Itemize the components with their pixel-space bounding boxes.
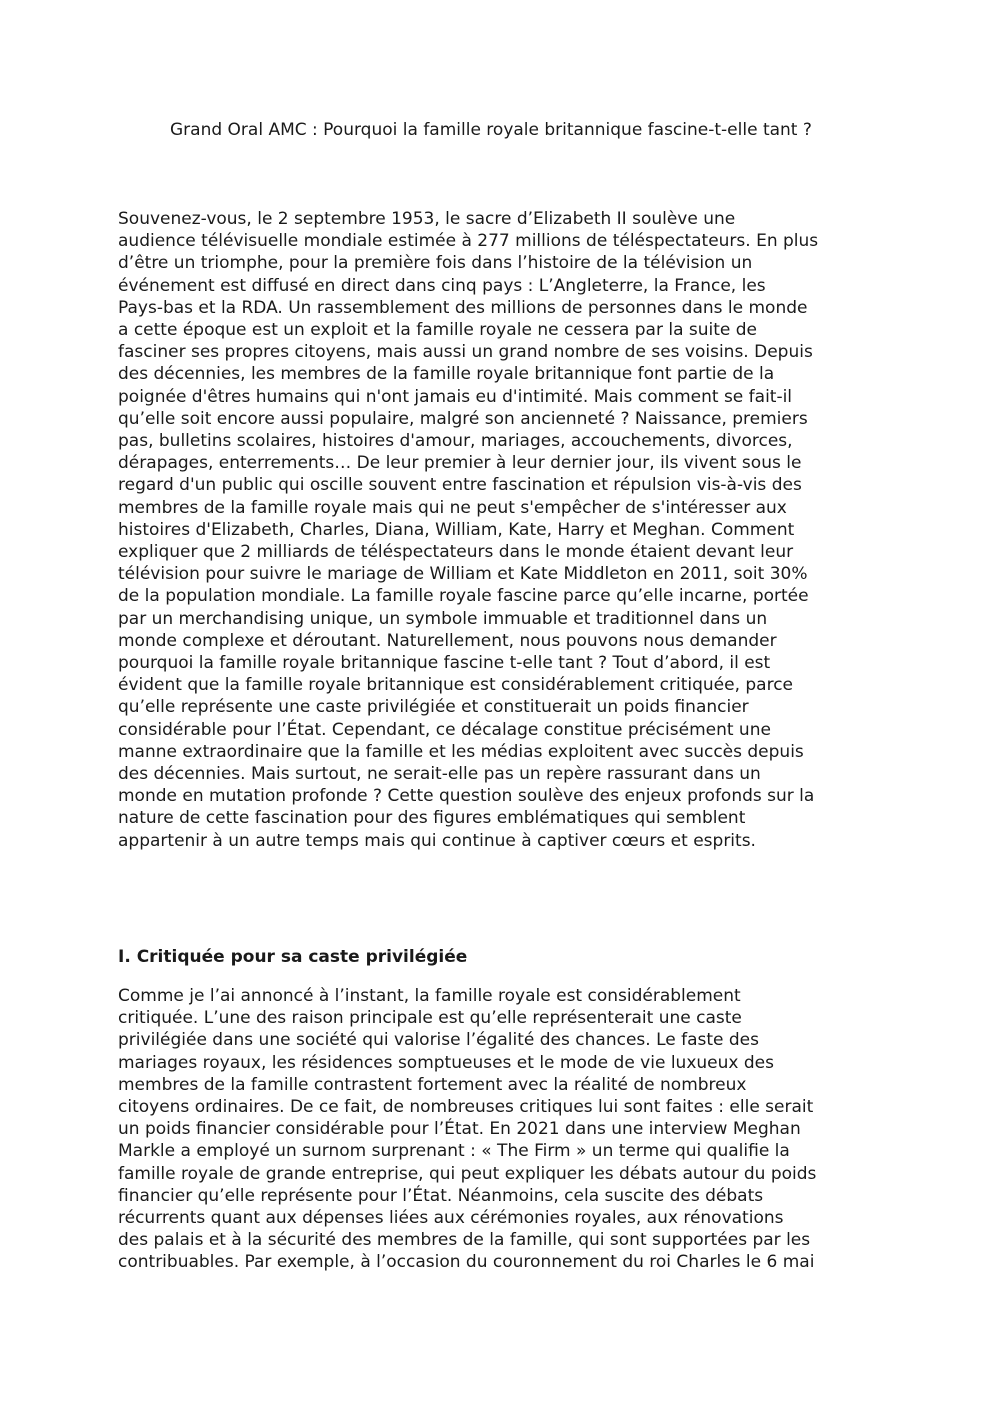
paragraph-line: financier qu’elle représente pour l’État. Néanmoins, cela suscite des débats xyxy=(118,1185,764,1206)
paragraph-line: appartenir à un autre temps mais qui continue à captiver cœurs et esprits. xyxy=(118,830,756,851)
paragraph-line: contribuables. Par exemple, à l’occasion du couronnement du roi Charles le 6 mai xyxy=(118,1252,815,1273)
paragraph-line: d’être un triomphe, pour la première fois dans l’histoire de la télévision un xyxy=(118,253,753,274)
paragraph-line: récurrents quant aux dépenses liées aux cérémonies royales, aux rénovations xyxy=(118,1208,784,1229)
paragraph-line: Pays-bas et la RDA. Un rassemblement des millions de personnes dans le monde xyxy=(118,297,808,318)
section-paragraph xyxy=(118,985,878,1274)
paragraph-line: évident que la famille royale britannique est considérablement critiquée, parce xyxy=(118,675,794,696)
paragraph-line: Markle a employé un surnom surprenant : « The Firm » un terme qui qualifie la xyxy=(118,1141,790,1162)
paragraph-line: membres de la famille contrastent fortement avec la réalité de nombreux xyxy=(118,1074,747,1095)
paragraph-line: regard d'un public qui oscille souvent entre fascination et répulsion vis-à-vis des xyxy=(118,475,802,496)
paragraph-line: qu’elle soit encore aussi populaire, malgré son ancienneté ? Naissance, premiers xyxy=(118,408,808,429)
paragraph-line: qu’elle représente une caste privilégiée et constituerait un poids financier xyxy=(118,697,749,718)
paragraph-line: événement est diffusé en direct dans cinq pays : L’Angleterre, la France, les xyxy=(118,275,766,296)
paragraph-line: audience télévisuelle mondiale estimée à 277 millions de téléspectateurs. En plus xyxy=(118,231,819,252)
paragraph-line: famille royale de grande entreprise, qui peut expliquer les débats autour du poids xyxy=(118,1163,817,1184)
paragraph-line: expliquer que 2 milliards de téléspectateurs dans le monde étaient devant leur xyxy=(118,542,794,563)
paragraph-line: Comme je l’ai annoncé à l’instant, la famille royale est considérablement xyxy=(118,986,741,1006)
paragraph-line: fasciner ses propres citoyens, mais aussi un grand nombre de ses voisins. Depuis xyxy=(118,342,813,363)
paragraph-line: monde complexe et déroutant. Naturellement, nous pouvons nous demander xyxy=(118,630,777,651)
paragraph-line: Souvenez-vous, le 2 septembre 1953, le sacre d’Elizabeth II soulève une xyxy=(118,209,736,229)
paragraph-line: dérapages, enterrements… De leur premier à leur dernier jour, ils vivent sous le xyxy=(118,453,802,474)
paragraph-line: poignée d'êtres humains qui n'ont jamais eu d'intimité. Mais comment se fait-il xyxy=(118,386,793,407)
paragraph-line: privilégiée dans une société qui valorise l’égalité des chances. Le faste des xyxy=(118,1030,759,1051)
paragraph-line: des décennies. Mais surtout, ne serait-elle pas un repère rassurant dans un xyxy=(118,764,761,785)
section-heading: I. Critiquée pour sa caste privilégiée xyxy=(118,947,468,967)
paragraph-line: monde en mutation profonde ? Cette question soulève des enjeux profonds sur la xyxy=(118,786,815,807)
paragraph-line: histoires d'Elizabeth, Charles, Diana, William, Kate, Harry et Meghan. Comment xyxy=(118,519,795,540)
paragraph-line: des palais et à la sécurité des membres de la famille, qui sont supportées par les xyxy=(118,1230,811,1251)
paragraph-line: pourquoi la famille royale britannique fascine t-elle tant ? Tout d’abord, il est xyxy=(118,653,771,674)
paragraph-line: membres de la famille royale mais qui ne peut s'empêcher de s'intéresser aux xyxy=(118,497,787,518)
paragraph-line: un poids financier considérable pour l’État. En 2021 dans une interview Meghan xyxy=(118,1119,801,1140)
intro-paragraph xyxy=(118,208,878,852)
paragraph-line: critiquée. L’une des raison principale est qu’elle représenterait une caste xyxy=(118,1008,742,1029)
paragraph-line: télévision pour suivre le mariage de William et Kate Middleton en 2011, soit 30% xyxy=(118,564,808,585)
document-title: Grand Oral AMC : Pourquoi la famille royale britannique fascine-t-elle tant ? xyxy=(170,120,812,140)
paragraph-line: manne extraordinaire que la famille et les médias exploitent avec succès depuis xyxy=(118,741,804,762)
paragraph-line: a cette époque est un exploit et la famille royale ne cessera par la suite de xyxy=(118,320,758,341)
paragraph-line: nature de cette fascination pour des figures emblématiques qui semblent xyxy=(118,808,746,829)
paragraph-line: citoyens ordinaires. De ce fait, de nombreuses critiques lui sont faites : elle serait xyxy=(118,1097,814,1118)
paragraph-line: mariages royaux, les résidences somptueuses et le mode de vie luxueux des xyxy=(118,1052,774,1073)
paragraph-line: de la population mondiale. La famille royale fascine parce qu’elle incarne, portée xyxy=(118,586,809,607)
paragraph-line: considérable pour l’État. Cependant, ce décalage constitue précisément une xyxy=(118,719,771,740)
paragraph-line: par un merchandising unique, un symbole immuable et traditionnel dans un xyxy=(118,608,768,629)
paragraph-line: des décennies, les membres de la famille royale britannique font partie de la xyxy=(118,364,775,385)
paragraph-line: pas, bulletins scolaires, histoires d'amour, mariages, accouchements, divorces, xyxy=(118,431,793,452)
